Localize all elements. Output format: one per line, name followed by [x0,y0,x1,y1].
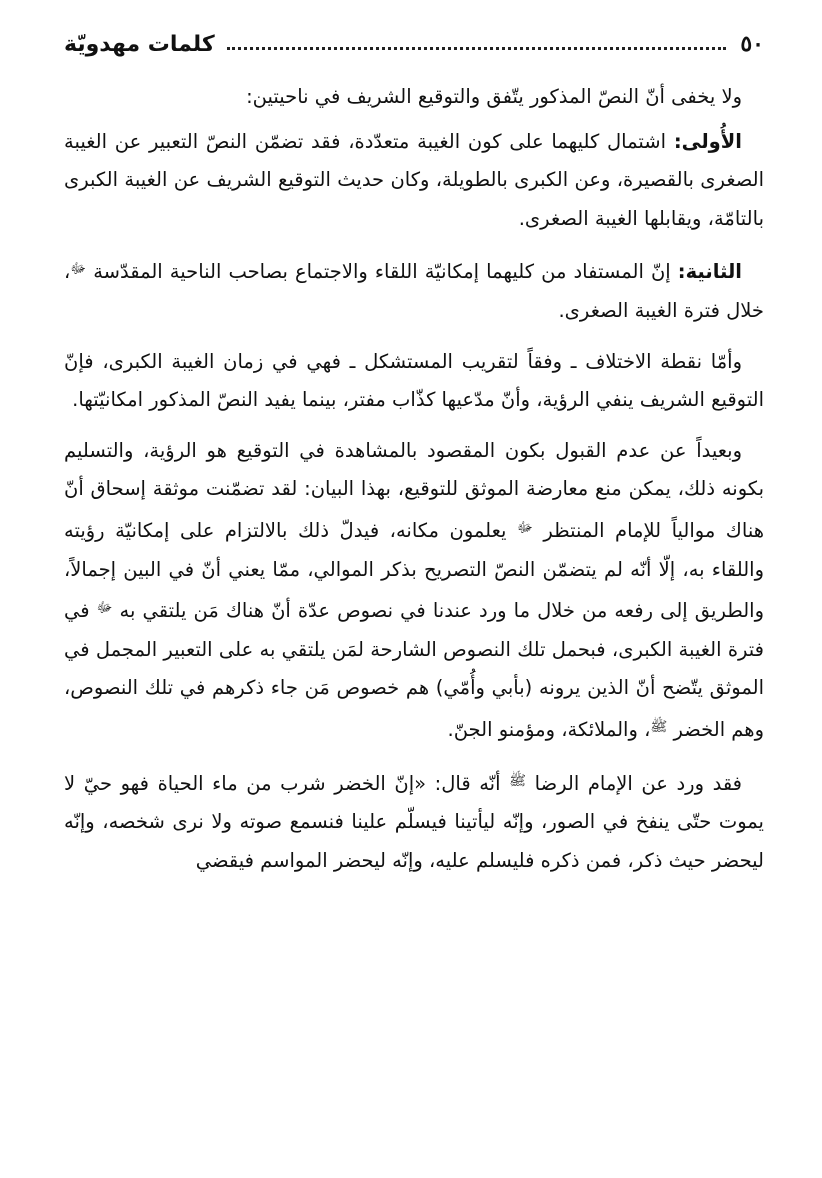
paragraph-text: يعلمون مكانه، فيدلّ ذلك بالالتزام على إمكانيّة رؤيته واللقاء به، إلّا أنّه لم يتضمّن النصّ التصريح بذكر الموالي، ممّا يعني أنّ في البين إجمالاً، والطريق إلى رفعه من خلال ما ورد عندنا في نصوص عدّة أنّ هناك مَن يلتقي به [64,518,764,623]
honorific-ajf-icon: ﷻ [517,519,533,536]
paragraph-difference [64,343,764,420]
paragraph-intro [64,78,764,117]
honorific-as-icon: ﷺ [509,772,527,789]
header-dotted-leader [227,47,727,50]
running-title: كلمات مهدويّة [64,31,215,57]
paragraph-first-point [64,123,764,239]
paragraph-text: إنّ المستفاد من كليهما إمكانيّة اللقاء والاجتماع بصاحب الناحية المقدّسة [86,260,678,284]
paragraph-lead: الأُولى: [673,129,742,153]
paragraph-text: وأمّا نقطة الاختلاف ـ وفقاً لتقريب المستشكل ـ فهي في زمان الغيبة الكبرى، فإنّ التوقيع الشريف ينفي الرؤية، وأنّ مدّعيها كذّاب مفتر، بينما يفيد النصّ المذكور امكانيّتها. [64,349,764,412]
paragraph-text: اشتمال كليهما على كون الغيبة متعدّدة، فقد تضمّن النصّ التعبير عن الغيبة الصغرى بالقصيرة، وعن الكبرى بالطويلة، وكان حديث التوقيع الشريف عن الغيبة الكبرى بالتامّة، ويقابلها الغيبة الصغرى. [64,129,764,230]
paragraph-text: فقد ورد عن الإمام الرضا [526,771,743,795]
paragraph-text: في فترة الغيبة الكبرى، فبحمل تلك النصوص الشارحة لمَن يلتقي به على التعبير المجمل في الموثق يتّضح أنّ الذين يرونه (بأبي وأُمّي) هم خصوص مَن جاء ذكرهم في تلك النصوص، وهم الخضر [64,599,764,741]
paragraph-text: ، والملائكة، ومؤمنو الجنّ. [447,717,651,741]
paragraph-text: ولا يخفى أنّ النصّ المذكور يتّفق والتوقيع الشريف في ناحيتين: [246,85,742,108]
paragraph-lead: الثانية: [677,260,742,284]
paragraph-text: أنّه قال: «إنّ الخضر شرب من ماء الحياة فهو حيّ لا يموت حتّى ينفخ في الصور، وإنّه ليأتينا فيسلّم علينا فنسمع صوته ولا نرى شخصه، وإنّه ليحضر حيث ذكر، فمن ذكره فليسلم عليه، وإنّه ليحضر المواسم فيقضي [64,771,764,872]
paragraph-text: وبعيداً عن عدم القبول بكون المقصود بالمشاهدة في التوقيع هو الرؤية، والتسليم بكونه ذلك، يمكن منع معارضة الموثق للتوقيع، بهذا البيان: لقد تضمّنت موثقة إسحاق أنّ هناك موالياً للإمام المنتظر [64,438,764,542]
paragraph-response [64,432,764,750]
paragraph-hadith [64,762,764,881]
paragraph-second-point [64,250,764,330]
honorific-as-icon: ﷺ [650,718,668,735]
honorific-ajf-icon: ﷻ [70,261,87,278]
paragraph-text: ، خلال فترة الغيبة الصغرى. [64,260,764,322]
page-body [64,78,764,880]
page-number: ٥٠ [740,31,764,57]
honorific-ajf-icon: ﷻ [96,600,113,617]
book-page [64,22,764,1142]
page-header [64,22,764,66]
